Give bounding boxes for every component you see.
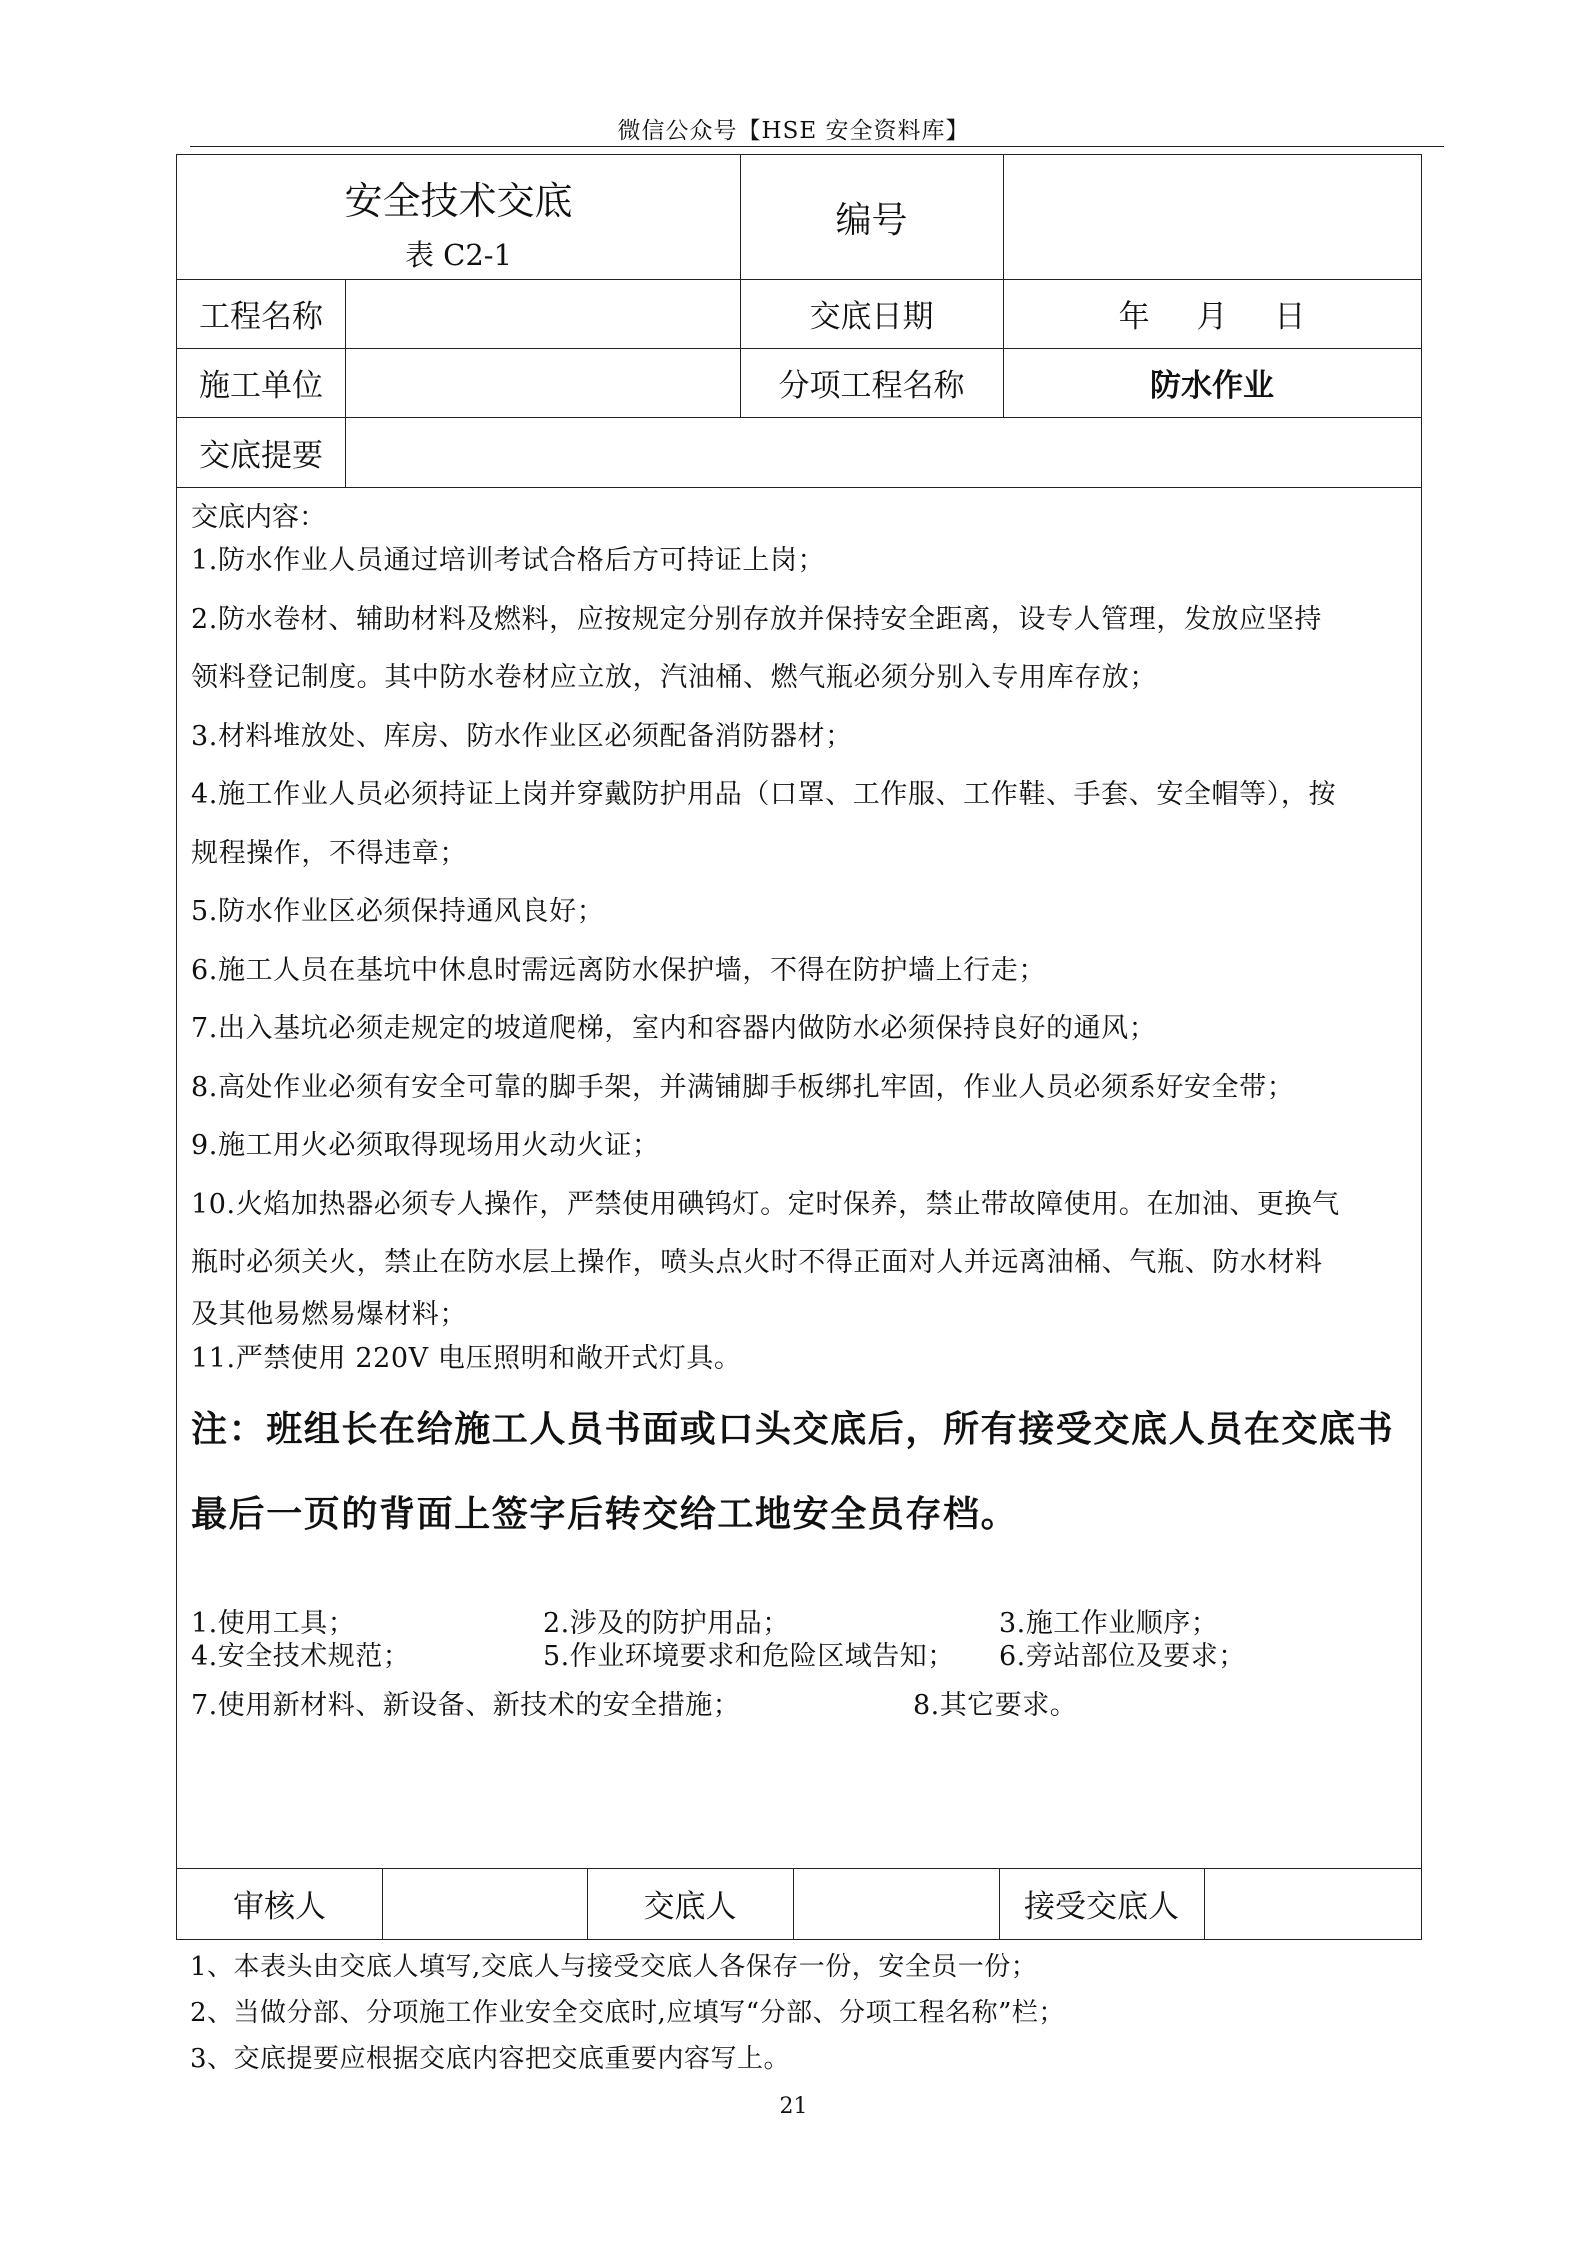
page-number: 21 — [779, 2094, 808, 2119]
sub-project-value[interactable]: 防水作业 — [1150, 368, 1274, 404]
date-label: 交底日期 — [809, 299, 934, 335]
checklist-item: 3.施工作业顺序； — [999, 1608, 1219, 1639]
number-label: 编号 — [835, 199, 908, 241]
number-field[interactable] — [1003, 155, 1421, 279]
footnotes — [190, 1944, 1065, 2082]
date-field[interactable]: 年 月 日 — [1118, 299, 1306, 335]
form-title: 安全技术交底 — [344, 178, 573, 223]
document-header: 微信公众号【HSE 安全资料库】 — [617, 118, 970, 144]
content-label: 交底内容： — [191, 502, 326, 533]
footnote: 2、当做分部、分项施工作业安全交底时,应填写“分部、分项工程名称”栏； — [190, 1998, 1065, 2028]
content-line: 6.施工人员在基坑中休息时需远离防水保护墙，不得在防护墙上行走； — [191, 954, 1046, 986]
row-divider — [177, 487, 1421, 488]
content-line: 5.防水作业区必须保持通风良好； — [191, 896, 605, 927]
sub-project-label: 分项工程名称 — [778, 368, 965, 404]
footnote: 3、交底提要应根据交底内容把交底重要内容写上。 — [190, 2044, 791, 2074]
checklist-item: 7.使用新材料、新设备、新技术的安全措施； — [191, 1690, 741, 1721]
discloser-field[interactable] — [793, 1868, 999, 1939]
footnote: 1、本表头由交底人填写,交底人与接受交底人各保存一份，安全员一份； — [190, 1952, 1038, 1982]
content-line: 4.施工作业人员必须持证上岗并穿戴防护用品（口罩、工作服、工作鞋、手套、安全帽等），按 — [191, 779, 1337, 810]
note-block — [191, 1387, 1411, 1557]
form-subtitle: 表 C2-1 — [404, 237, 513, 272]
content-line: 领料登记制度。其中防水卷材应立放，汽油桶、燃气瓶必须分别入专用库存放； — [191, 662, 1157, 693]
reviewer-field[interactable] — [382, 1868, 587, 1939]
checklist-item: 5.作业环境要求和危险区域告知； — [543, 1641, 955, 1672]
content-line: 10.火焰加热器必须专人操作，严禁使用碘钨灯。定时保养，禁止带故障使用。在加油、更换气 — [191, 1188, 1340, 1220]
content-line: 9.施工用火必须取得现场用火动火证； — [191, 1130, 660, 1161]
project-name-field[interactable] — [345, 279, 740, 348]
receiver-field[interactable] — [1204, 1868, 1421, 1939]
note-line: 最后一页的背面上签字后转交给工地安全员存档。 — [191, 1493, 1019, 1535]
reviewer-label: 审核人 — [233, 1889, 326, 1925]
content-line: 3.材料堆放处、库房、防水作业区必须配备消防器材； — [191, 720, 853, 752]
content-line: 7.出入基坑必须走规定的坡道爬梯，室内和容器内做防水必须保持良好的通风； — [191, 1013, 1157, 1044]
discloser-label: 交底人 — [643, 1889, 737, 1925]
summary-field[interactable] — [345, 417, 1421, 487]
project-name-label: 工程名称 — [199, 299, 323, 335]
content-line: 2.防水卷材、辅助材料及燃料，应按规定分别存放并保持安全距离，设专人管理，发放应坚持 — [191, 603, 1322, 635]
disclosure-form — [176, 154, 1422, 1940]
content-line: 1.防水作业人员通过培训考试合格后方可持证上岗； — [191, 545, 826, 576]
content-line: 及其他易燃易爆材料； — [191, 1298, 467, 1330]
content-line: 瓶时必须关火，禁止在防水层上操作，喷头点火时不得正面对人并远离油桶、气瓶、防水材料 — [191, 1247, 1323, 1278]
checklist-item: 6.旁站部位及要求； — [999, 1641, 1246, 1672]
summary-label: 交底提要 — [199, 437, 323, 474]
checklist-item: 1.使用工具； — [191, 1608, 356, 1639]
content-line: 规程操作，不得违章； — [191, 837, 467, 869]
construction-unit-label: 施工单位 — [199, 368, 323, 404]
checklist-item: 4.安全技术规范； — [191, 1641, 411, 1672]
header-rule — [190, 146, 1444, 147]
content-line: 8.高处作业必须有安全可靠的脚手架，并满铺脚手板绑扎牢固，作业人员必须系好安全带； — [191, 1071, 1295, 1103]
content-body — [191, 532, 1406, 1381]
construction-unit-field[interactable] — [345, 348, 740, 417]
checklist-item: 8.其它要求。 — [913, 1690, 1078, 1721]
note-line: 注：班组长在给施工人员书面或口头交底后，所有接受交底人员在交底书 — [191, 1408, 1395, 1450]
receiver-label: 接受交底人 — [1024, 1889, 1179, 1925]
checklist-item: 2.涉及的防护用品； — [543, 1608, 790, 1639]
content-line: 11.严禁使用 220V 电压照明和敞开式灯具。 — [191, 1342, 742, 1374]
